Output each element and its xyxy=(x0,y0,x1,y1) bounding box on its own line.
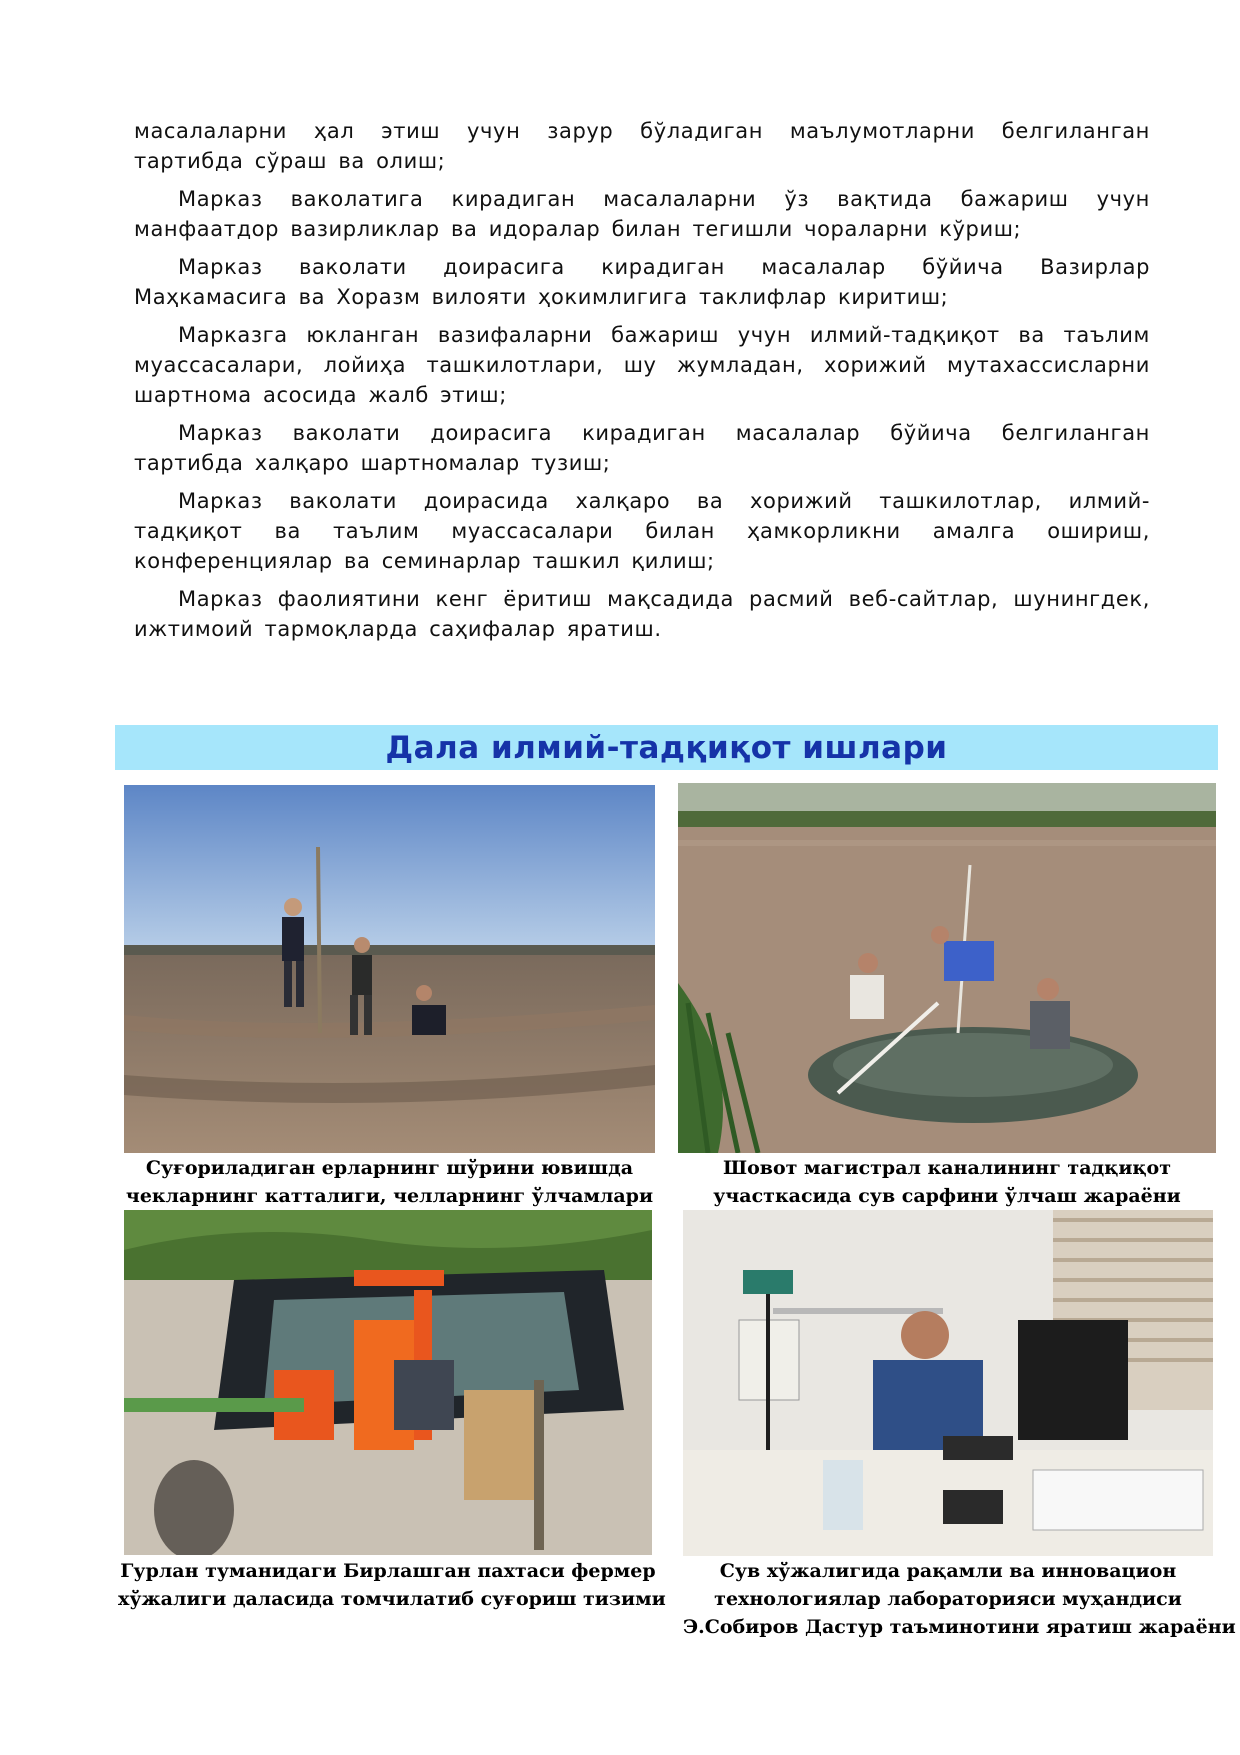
caption-line: Гурлан туманидаги Бирлашган пахтаси фермер xyxy=(120,1560,656,1582)
photo-drip-irrigation xyxy=(124,1210,652,1555)
paragraph: Марказга юкланган вазифаларни бажариш учун илмий-тадқиқот ва таълим муассасалари, лойиҳа ташкилотлари, шу жумладан, хорижий мутахассисларни шартнома асосида жалб этиш; xyxy=(134,323,1150,407)
caption-line: участкасида сув сарфини ўлчаш жараёни xyxy=(713,1185,1181,1207)
section-banner xyxy=(115,725,1218,770)
photo-laboratory-engineer xyxy=(683,1210,1213,1556)
paragraph: Марказ ваколатига кирадиган масалаларни ўз вақтида бажариш учун манфаатдор вазирликлар ва идоралар билан тегишли чораларни кўриш; xyxy=(134,187,1150,241)
paragraph: Марказ ваколати доирасига кирадиган масалалар бўйича Вазирлар Маҳкамасига ва Хоразм вилояти ҳокимлигига таклифлар киритиш; xyxy=(134,255,1150,309)
caption-line: Э.Собиров Дастур таъминотини яратиш жараёни xyxy=(683,1616,1236,1638)
photo-boat-canal xyxy=(678,783,1216,1153)
photo-caption xyxy=(678,1154,1216,1210)
caption-line: технологиялар лабораторияси муҳандиси xyxy=(714,1588,1182,1610)
photo-caption xyxy=(683,1557,1236,1641)
photo-caption xyxy=(124,1154,655,1210)
photo-caption xyxy=(118,1557,666,1613)
paragraph: Марказ ваколати доирасига кирадиган масалалар бўйича белгиланган тартибда халқаро шартномалар тузиш; xyxy=(134,421,1150,475)
photo-field-measurement xyxy=(124,785,655,1153)
caption-line: Шовот магистрал каналининг тадқиқот xyxy=(723,1157,1171,1179)
paragraph: Марказ фаолиятини кенг ёритиш мақсадида расмий веб-сайтлар, шунингдек, ижтимоий тармоқларда саҳифалар яратиш. xyxy=(134,587,1150,641)
caption-line: хўжалиги даласида томчилатиб суғориш тизими xyxy=(118,1588,666,1610)
caption-line: Суғориладиган ерларнинг шўрини ювишда xyxy=(145,1157,634,1179)
section-title: Дала илмий-тадқиқот ишлари xyxy=(385,729,948,766)
caption-line: Сув хўжалигида рақамли ва инновацион xyxy=(719,1560,1177,1582)
body-text xyxy=(134,116,1150,652)
paragraph: масалаларни ҳал этиш учун зарур бўладиган маълумотларни белгиланган тартибда сўраш ва олиш; xyxy=(134,119,1150,173)
caption-line: чекларнинг катталиги, челларнинг ўлчамлари xyxy=(125,1185,654,1207)
paragraph: Марказ ваколати доирасида халқаро ва хорижий ташкилотлар, илмий-тадқиқот ва таълим муассасалари билан ҳамкорликни амалга ошириш, конференциялар ва семинарлар ташкил қилиш; xyxy=(134,489,1150,573)
